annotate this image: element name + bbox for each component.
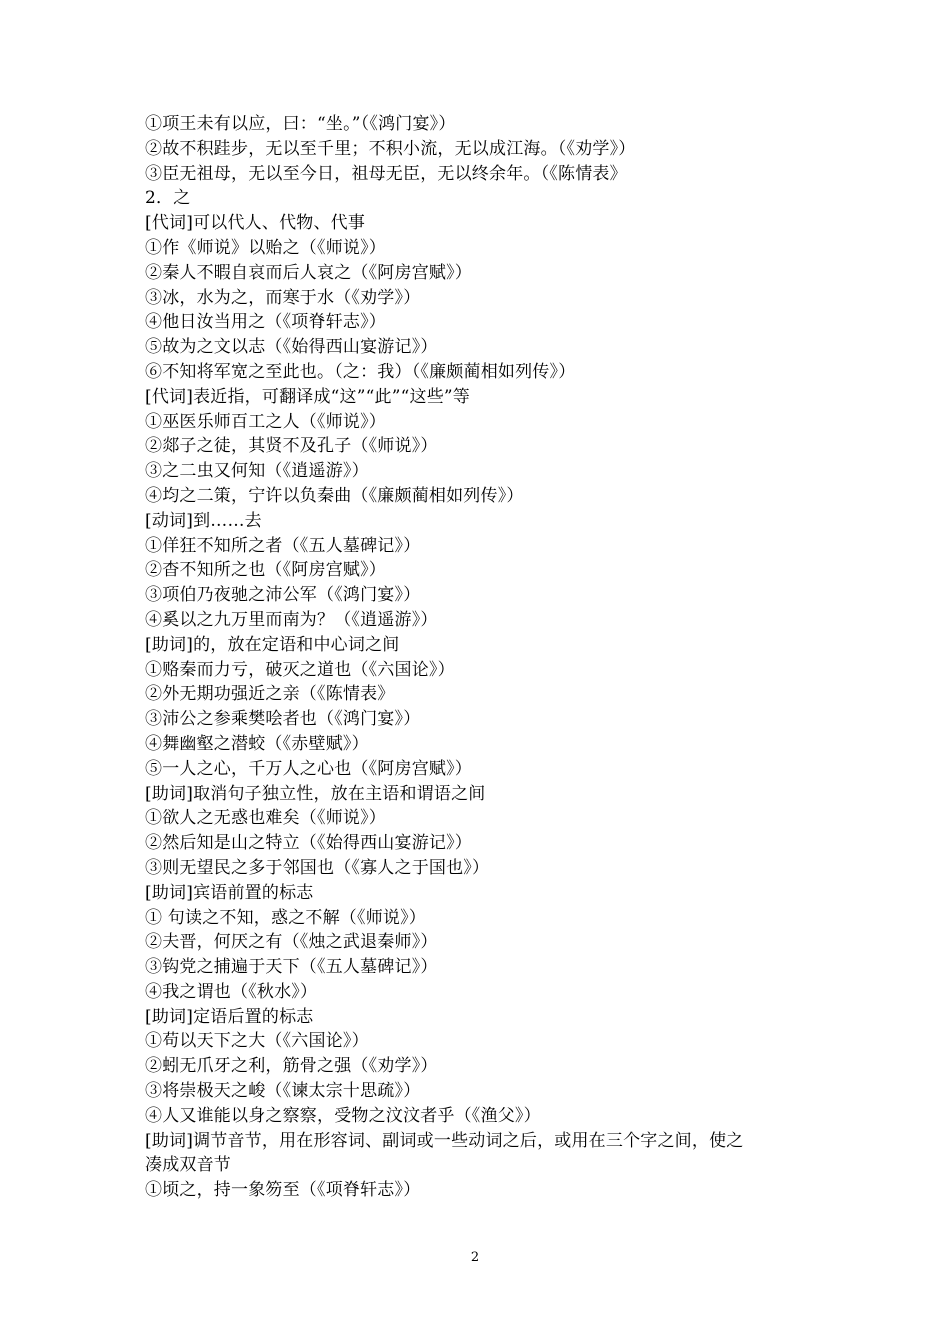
text-line: [助词]取消句子独立性，放在主语和谓语之间 [145, 783, 486, 804]
text-line: ②蚓无爪牙之利，筋骨之强（《劝学》） [145, 1056, 438, 1077]
text-line: ③沛公之参乘樊哙者也（《鸿门宴》） [145, 709, 421, 730]
text-line: ②郯子之徒，其贤不及孔子（《师说》） [145, 436, 438, 457]
text-line: ③则无望民之多于邻国也（《寡人之于国也》） [145, 857, 490, 878]
text-line: ①顷之，持一象笏至（《项脊轩志》） [145, 1180, 421, 1201]
text-line: ③将崇极天之峻（《谏太宗十思疏》） [145, 1081, 421, 1102]
page-number: 2 [470, 1250, 480, 1265]
text-line: ①赂秦而力亏，破灭之道也（《六国论》） [145, 659, 455, 680]
text-line: ④他日汝当用之（《项脊轩志》） [145, 312, 386, 333]
text-line: ⑤故为之文以志（《始得西山宴游记》） [145, 337, 438, 358]
text-line: ②然后知是山之特立（《始得西山宴游记》） [145, 833, 472, 854]
text-line: ③之二虫又何知（《逍遥游》） [145, 461, 369, 482]
text-line: [代词]可以代人、代物、代事 [145, 213, 366, 234]
text-line: ①巫医乐师百工之人（《师说》） [145, 411, 386, 432]
text-line: ①欲人之无惑也难矣（《师说》） [145, 808, 386, 829]
text-line: ③冰，水为之，而寒于水（《劝学》） [145, 287, 421, 308]
text-line: [代词]表近指，可翻译成“这”“此”“这些”等 [145, 386, 471, 407]
text-line: ④我之谓也（《秋水》） [145, 981, 318, 1002]
text-line: ④奚以之九万里而南为？（《逍遥游》） [145, 609, 438, 630]
text-line: ①项王未有以应，曰：“坐。”（《鸿门宴》） [145, 114, 456, 134]
text-line: [助词]调节音节，用在形容词、副词或一些动词之后，或用在三个字之间，使之 [145, 1130, 744, 1151]
text-line: ⑥不知将军宽之至此也。（之：我）（《廉颇蔺相如列传》） [145, 361, 576, 382]
text-line: ③钩党之捕遍于天下（《五人墓碑记》） [145, 957, 438, 978]
text-line: [助词]宾语前置的标志 [145, 882, 314, 903]
text-line: ①苟以天下之大（《六国论》） [145, 1031, 369, 1052]
text-line: ④舞幽壑之潜蛟（《赤壁赋》） [145, 733, 369, 754]
text-line: ③项伯乃夜驰之沛公军（《鸿门宴》） [145, 585, 421, 606]
text-line: ①佯狂不知所之者（《五人墓碑记》） [145, 535, 421, 556]
text-line: ②秦人不暇自哀而后人哀之（《阿房宫赋》） [145, 262, 472, 283]
text-line: 2．之 [145, 188, 191, 209]
text-line: ②杳不知所之也（《阿房宫赋》） [145, 560, 386, 581]
text-line: ②外无期功强近之亲（《陈情表》 [145, 684, 395, 705]
text-line: ①作《师说》以贻之（《师说》） [145, 237, 386, 258]
text-line: ③臣无祖母，无以至今日，祖母无臣，无以终余年。（《陈情表》 [145, 163, 627, 184]
text-line: [助词]的，放在定语和中心词之间 [145, 634, 400, 655]
text-line: 凑成双音节 [145, 1155, 231, 1176]
document-body [145, 112, 815, 1203]
text-line: ②夫晋，何厌之有（《烛之武退秦师》） [145, 932, 438, 953]
text-line: ⑤一人之心，千万人之心也（《阿房宫赋》） [145, 758, 472, 779]
text-line: [动词]到……去 [145, 510, 262, 531]
text-line: ① 句读之不知，惑之不解（《师说》） [145, 907, 427, 928]
text-line: ②故不积跬步，无以至千里；不积小流，无以成江海。（《劝学》） [145, 138, 636, 159]
text-line: ④人又谁能以身之察察，受物之汶汶者乎（《渔父》） [145, 1105, 541, 1126]
text-line: [助词]定语后置的标志 [145, 1006, 314, 1027]
text-line: ④均之二策，宁许以负秦曲（《廉颇蔺相如列传》） [145, 485, 524, 506]
